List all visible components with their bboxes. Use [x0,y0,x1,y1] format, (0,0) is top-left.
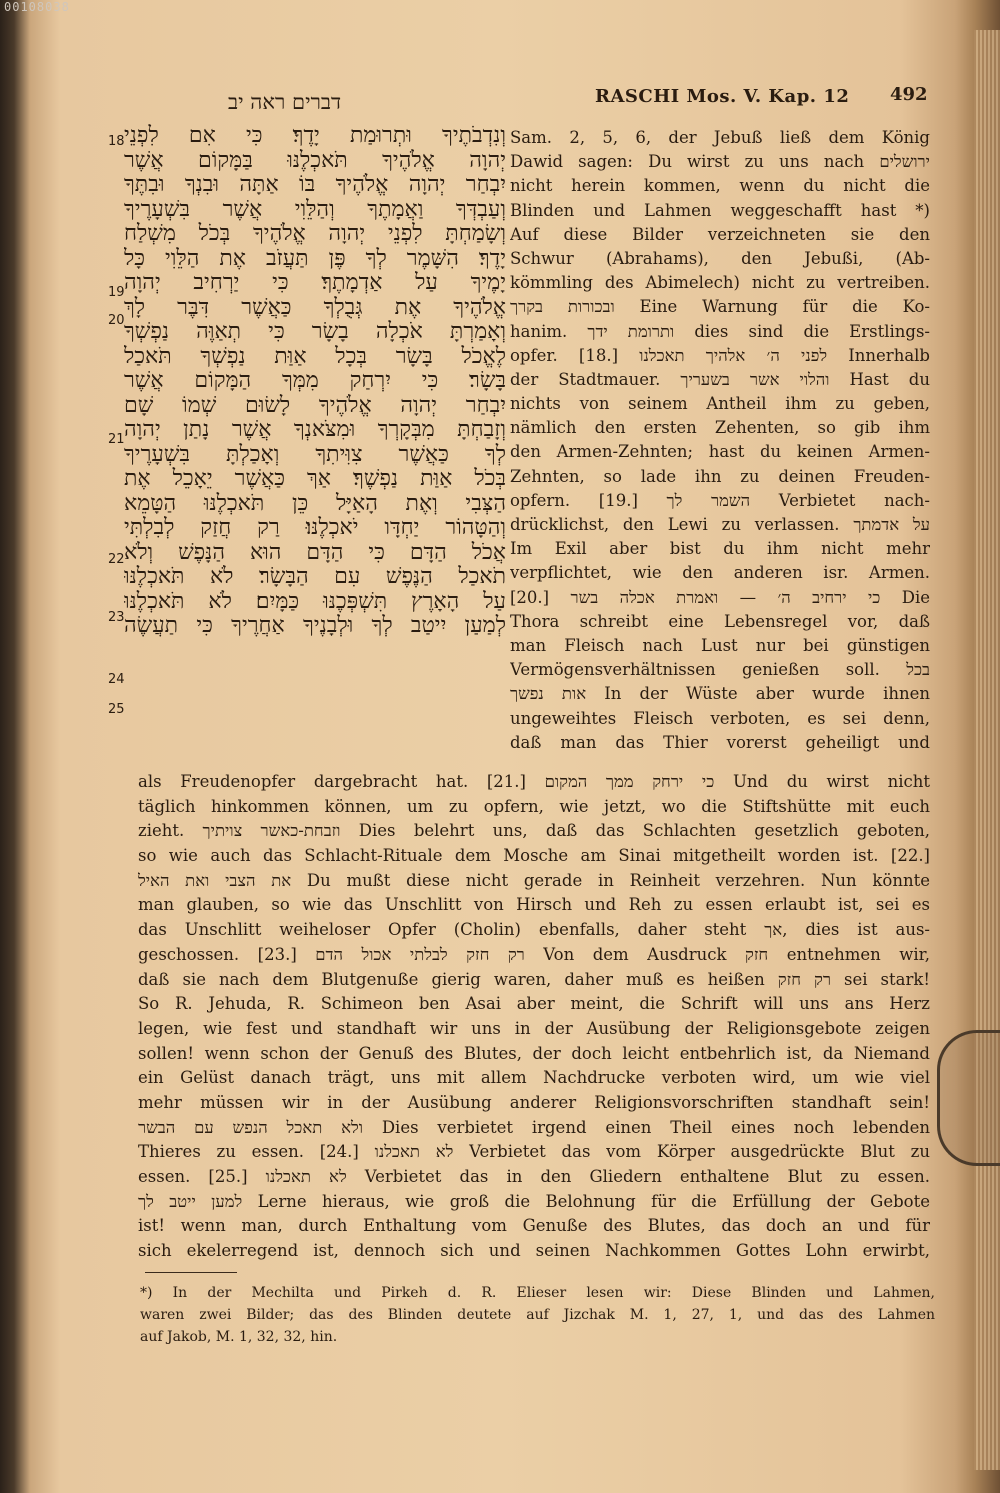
commentary-line: als Freudenopfer dargebracht hat. [21.] כי ירחק ממך המקום Und du wirst nicht [138,772,930,791]
hebrew-line: וְאָמַרְתָּ אֹכְלָה בָשָׂר כִּי תְאַוֶּה נַפְשְׁךָ [124,320,506,344]
commentary-line: zieht. וזבחת-כאשר צויתיך Dies belehrt uns, daß das Schlachten gesetzlich geboten, [138,821,930,841]
commentary-line: Zehnten, so lade ihn zu deinen Freuden- [510,466,930,486]
hebrew-line: וְזָבַחְתָּ מִבְּקָרְךָ וּמִצֹּאנְךָ אֲשֶׁר נָתַן יְהוָה [124,418,506,442]
commentary-line: Thora schreibt eine Lebensregel vor, daß [510,611,930,631]
verse-number: 23 [108,610,125,625]
commentary-line: drücklichst, den Lewi zu verlassen. על אדמתך [510,515,930,534]
footnote-line: waren zwei Bilder; das des Blinden deutete auf Jizchak M. 1, 27, 1, und das des Lahmen [140,1307,935,1323]
commentary-line: ist! wenn man, durch Enthaltung vom Genuße des Blutes, das doch an und für [138,1216,930,1236]
commentary-line: ובכורות בקרך Eine Warnung für die Ko- [510,297,930,317]
hebrew-line: וְעַבְדְּךָ וַאֲמָתֶךָ וְהַלֵּוִי אֲשֶׁר בִּשְׁעָרֶיךָ [124,197,506,222]
commentary-line: opfern. [19.] השמר לך Verbietet nach- [510,490,930,510]
hebrew-line: יָמֶיךָ עַל אַדְמָתֶךָ׃ כִּי יַרְחִיב יְהוָה [124,271,506,295]
commentary-line: den Armen-Zehnten; hast du keinen Armen- [510,442,930,462]
commentary-line: sollen! wenn schon der Genuß des Blutes, der doch leicht entbehrlich ist, da Niemand [138,1043,930,1063]
hebrew-line: תֹאכַל הַנֶּפֶשׁ עִם הַבָּשָׂר׃ לֹא תֹּאכְלֶנּוּ [124,565,506,589]
footnote [140,1282,935,1348]
commentary-line: Auf diese Bilder verzeichneten sie den [510,224,930,244]
hebrew-line: אֲכֹל הַדָּם כִּי הַדָּם הוּא הַנָּפֶשׁ וְלֹא [124,540,506,565]
commentary-line: ein Gelüst danach trägt, uns mit allem Nachdrucke verboten wird, um wie viel [138,1068,930,1088]
verse-number: 19 [108,285,125,300]
commentary-line: Schwur (Abrahams), den Jebußi, (Ab- [510,248,930,268]
commentary-line: so wie auch das Schlacht-Rituale dem Mosche am Sinai mitgetheilt worden ist. [22.] [138,846,930,866]
hebrew-line: יָדֶךָ׃ הִשָּׁמֶר לְךָ פֶּן תַּעֲזֹב אֶת הַלֵּוִי כָּל [124,246,506,271]
hebrew-line: יְהוָה אֱלֹהֶיךָ תֹּאכְלֶנּוּ בַּמָּקוֹם אֲשֶׁר [124,148,506,173]
commentary-line: nämlich den ersten Zehenten, so gib ihm [510,418,930,438]
commentary-line: למען ייטב לך Lerne hieraus, wie groß die Belohnung für die Erfüllung der Gebote [138,1191,930,1211]
verse-number: 22 [108,552,125,567]
commentary-line: man glauben, so wie das Unschlitt von Hirsch und Reh zu essen erlaubt ist, sei es [138,895,930,915]
commentary-line: das Unschlitt weiheloser Opfer (Cholin) ebenfalls, daher steht אך, dies ist aus- [138,920,930,940]
commentary-line: legen, wie fest und standhaft wir uns in der Ausübung der Religionsgebote zeigen [138,1018,930,1038]
commentary-line: mehr müssen wir in der Ausübung anderer Religionsvorschriften standhaft sein! [138,1092,930,1112]
scan-identifier: 00108038 [4,0,70,14]
commentary-line: geschossen. [23.] רק חזק לבלתי אכול הדם Von dem Ausdruck חזק entnehmen wir, [138,944,930,964]
verse-number: 24 [108,672,125,687]
commentary-line: ולא תאכל הנפש עם הבשר Dies verbietet irgend einen Theil eines noch lebenden [138,1117,930,1137]
verse-number: 25 [108,702,125,717]
hebrew-text-column [124,124,506,639]
footnote-line: *) In der Mechilta und Pirkeh d. R. Elieser lesen wir: Diese Blinden und Lahmen, [140,1285,935,1301]
hebrew-line: וְשָׂמַחְתָּ לִפְנֵי יְהוָה אֱלֹהֶיךָ בְּכֹל מִשְׁלַח [124,222,506,246]
hebrew-line: יִבְחַר יְהוָה אֱלֹהֶיךָ לָשׂוּם שְׁמוֹ שָׁם [124,393,506,418]
hebrew-running-title: דברים ראה יב [228,90,342,114]
hebrew-line: יִבְחַר יְהוָה אֱלֹהֶיךָ בּוֹ אַתָּה וּבִנְךָ וּבִתֶּךָ [124,173,506,197]
commentary-line: essen. [25.] לא תאכלנו Verbietet das in den Gliedern enthaltene Blut zu essen. [138,1167,930,1186]
commentary-line: אות נפשך In der Wüste aber wurde ihnen [510,684,930,704]
running-title: RASCHI Mos. V. Kap. 12 [595,86,850,107]
hebrew-line: בְּכֹל אַוַּת נַפְשֶׁךָ׃ אַךְ כַּאֲשֶׁר יֵאָכֵל אֶת [124,467,506,491]
footnote-line: auf Jakob, M. 1, 32, 32, hin. [140,1329,338,1345]
commentary-line: opfer. [18.] לפני ה׳ אלהיך תאכלנו Innerhalb [510,345,930,365]
verse-number: 20 [108,313,125,328]
hebrew-line: לֶאֱכֹל בָּשָׂר בְּכָל אַוַּת נַפְשְׁךָ תֹּאכַל [124,344,506,369]
hebrew-line: הַצְּבִי וְאֶת הָאַיָּל כֵּן תֹּאכְלֶנּוּ הַטָּמֵא [124,491,506,516]
hebrew-line: לְךָ כַּאֲשֶׁר צִוִּיתִךָ וְאָכַלְתָּ בִּשְׁעָרֶיךָ [124,442,506,467]
hebrew-line: בָּשָׂר׃ כִּי יִרְחַק מִמְּךָ הַמָּקוֹם אֲשֶׁר [124,369,506,393]
commentary-line: So R. Jehuda, R. Schimeon ben Asai aber meint, die Schrift will uns ans Herz [138,994,930,1014]
page-number: 492 [890,84,928,105]
hebrew-line: וְהַטָּהוֹר יַחְדָּו יֹאכְלֶנּוּ׃ רַק חֲזַק לְבִלְתִּי [124,516,506,540]
commentary-right-column [510,126,930,755]
commentary-line: nicht herein kommen, wenn du nicht die [510,176,930,196]
hebrew-line: אֱלֹהֶיךָ אֶת גְּבֻלְךָ כַּאֲשֶׁר דִּבֶּר לָךְ [124,295,506,320]
commentary-line: nichts von seinem Antheil ihm zu geben, [510,394,930,414]
commentary-line: verpflichtet, wie den anderen isr. Armen. [510,563,930,583]
commentary-line: kömmling des Abimelech) nicht zu vertreiben. [510,273,930,293]
hebrew-line: עַל הָאָרֶץ תִּשְׁפְּכֶנּוּ כַּמָּיִם׃ לֹא תֹּאכְלֶנּוּ [124,589,506,614]
page-edges [974,30,1000,1470]
verse-number: 21 [108,432,125,447]
commentary-line: Vermögensverhältnissen genießen soll. בכל [510,660,930,680]
commentary-line: Im Exil aber bist du ihm nicht mehr [510,539,930,559]
commentary-line: Dawid sagen: Du wirst zu uns nach ירושלים [510,152,930,172]
footnote-rule [145,1272,237,1273]
hebrew-line: לְמַעַן יִיטַב לְךָ וּלְבָנֶיךָ אַחֲרֶיךָ כִּי תַעֲשֶׂה [124,614,506,638]
commentary-line: את הצבי ואת האיל Du mußt diese nicht gerade in Reinheit verzehren. Nun könnte [138,870,930,890]
page-clip [937,1030,1000,1166]
commentary-line: sich ekelerregend ist, dennoch sich und seinen Nachkommen Gottes Lohn erwirbt, [138,1241,930,1261]
commentary-line: der Stadtmauer. והלוי אשר בשעריך Hast du [510,369,930,389]
commentary-line: man Fleisch nach Lust nur bei günstigen [510,635,930,655]
verse-number: 18 [108,134,125,149]
commentary-full-width [138,770,930,1264]
commentary-line: daß man das Thier vorerst geheiligt und [510,732,930,752]
commentary-line: täglich hinkommen können, um zu opfern, wie jetzt, wo die Stiftshütte mit euch [138,796,930,816]
commentary-line: Sam. 2, 5, 6, der Jebuß ließ dem König [510,128,930,147]
commentary-line: [20.] כי ירחיב ה׳ — ואמרת אכלה בשר Die [510,587,930,607]
commentary-line: ungeweihtes Fleisch verboten, es sei denn, [510,708,930,728]
commentary-line: daß sie nach dem Blutgenuße gierig waren, daher muß es heißen רק חזק sei stark! [138,969,930,989]
commentary-line: Thieres zu essen. [24.] לא תאכלנו Verbietet das vom Körper ausgedrückte Blut zu [138,1142,930,1162]
commentary-line: hanim. ותרומת ידך dies sind die Erstlings- [510,321,930,341]
hebrew-line: וְנִדְבֹתֶיךָ וּתְרוּמַת יָדֶךָ׃ כִּי אִם לִפְנֵי [124,124,506,148]
commentary-line: Blinden und Lahmen weggeschafft hast *) [510,200,930,220]
